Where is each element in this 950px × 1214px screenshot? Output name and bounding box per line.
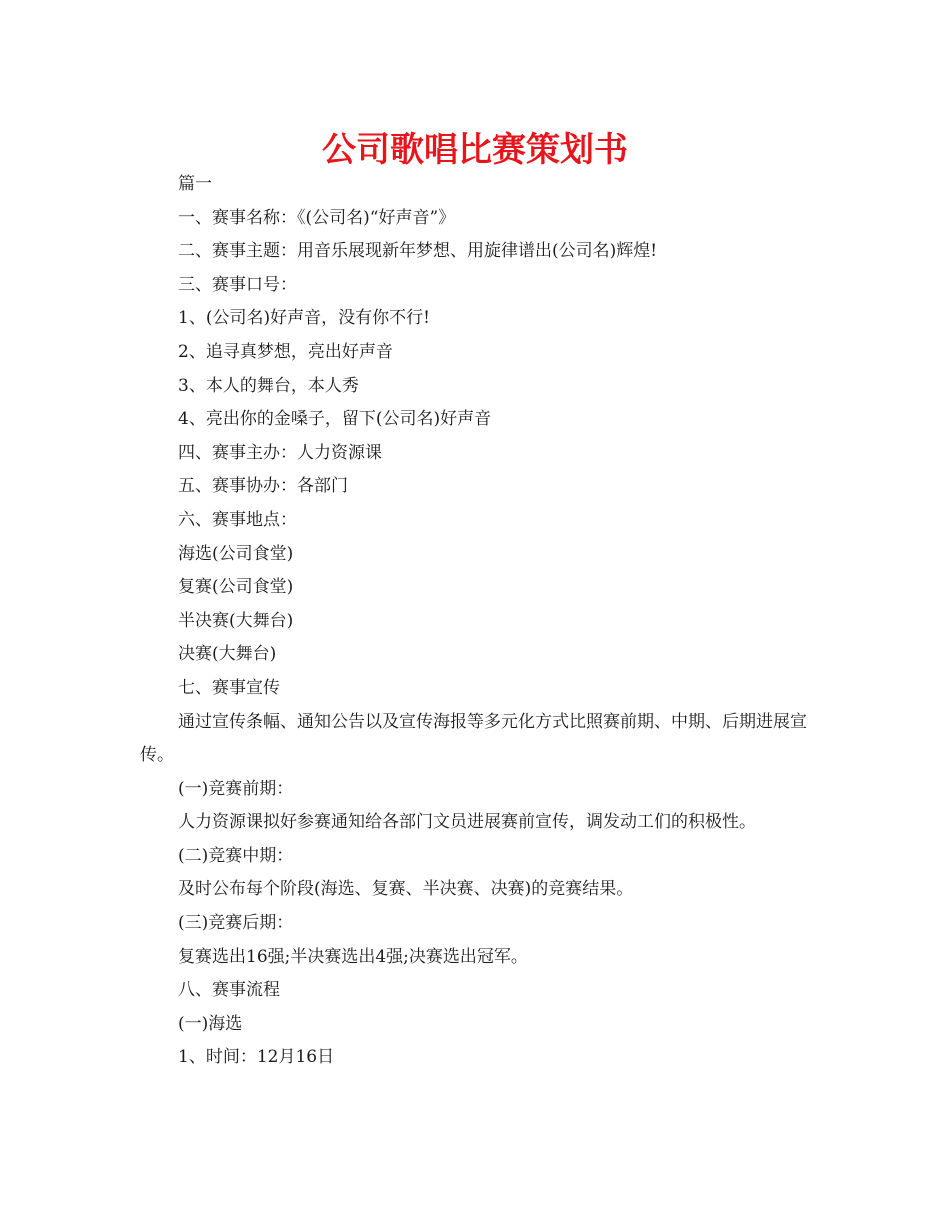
paragraph-venue-semifinal: 半决赛(大舞台) [178,610,294,631]
paragraph-promotion-heading: 七、赛事宣传 [178,677,280,698]
paragraph-part-label: 篇一 [178,174,212,194]
document-title: 公司歌唱比赛策划书 [322,130,628,170]
paragraph-early-stage-body: 人力资源课拟好参赛通知给各部门文员进展赛前宣传，调发动工们的积极性。 [178,812,756,833]
paragraph-slogan-heading: 三、赛事口号： [178,274,297,295]
paragraph-venue-heading: 六、赛事地点： [178,509,297,530]
paragraph-slogan-3: 3、本人的舞台，本人秀 [178,375,359,396]
paragraph-audition-time: 1、时间：12月16日 [178,1047,335,1068]
paragraph-mid-stage-heading: (二)竞赛中期： [178,845,294,866]
paragraph-event-theme: 二、赛事主题：用音乐展现新年梦想、用旋律谱出(公司名)辉煌! [178,241,658,262]
paragraph-slogan-2: 2、追寻真梦想，亮出好声音 [178,341,393,362]
paragraph-venue-rematch: 复赛(公司食堂) [178,577,294,598]
paragraph-late-stage-body: 复赛选出16强;半决赛选出4强;决赛选出冠军。 [178,946,528,967]
paragraph-organizer: 四、赛事主办：人力资源课 [178,442,382,463]
paragraph-promotion-body: 通过宣传条幅、通知公告以及宣传海报等多元化方式比照赛前期、中期、后期进展宣传。 [140,711,807,766]
paragraph-co-organizer: 五、赛事协办：各部门 [178,476,348,497]
paragraph-mid-stage-body: 及时公布每个阶段(海选、复赛、半决赛、决赛)的竞赛结果。 [178,879,634,900]
paragraph-audition-heading: (一)海选 [178,1013,243,1034]
paragraph-early-stage-heading: (一)竞赛前期： [178,778,294,799]
paragraph-venue-audition: 海选(公司食堂) [178,543,294,564]
paragraph-slogan-1: 1、(公司名)好声音，没有你不行! [178,308,430,329]
paragraph-process-heading: 八、赛事流程 [178,980,280,1001]
paragraph-late-stage-heading: (三)竞赛后期： [178,913,294,934]
document-body [140,168,820,1075]
paragraph-event-name: 一、赛事名称：《(公司名)“好声音”》 [178,207,456,228]
paragraph-venue-final: 决赛(大舞台) [178,644,277,665]
paragraph-slogan-4: 4、亮出你的金嗓子，留下(公司名)好声音 [178,409,492,430]
